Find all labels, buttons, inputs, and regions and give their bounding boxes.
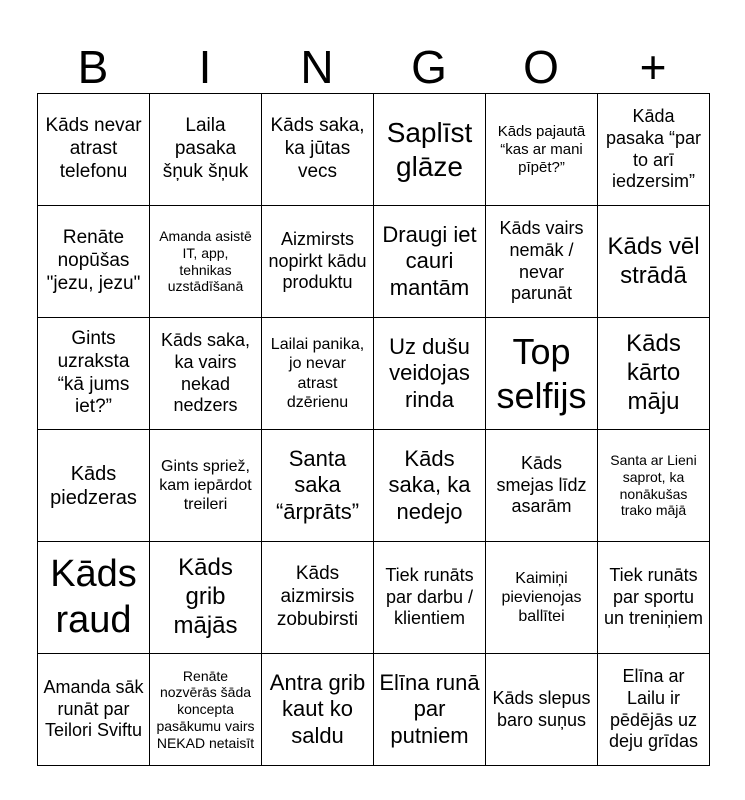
- bingo-cell[interactable]: [262, 206, 374, 318]
- bingo-cell[interactable]: [486, 542, 598, 654]
- cell-text: Kāds saka, ka vairs nekad nedzers: [160, 330, 251, 416]
- bingo-cell[interactable]: [262, 94, 374, 206]
- cell-text: Kāds vairs nemāk / nevar parunāt: [499, 218, 584, 304]
- bingo-cell[interactable]: [38, 542, 150, 654]
- bingo-cell[interactable]: [486, 94, 598, 206]
- bingo-cell[interactable]: [150, 542, 262, 654]
- bingo-cell[interactable]: [150, 654, 262, 766]
- bingo-cell[interactable]: [374, 542, 486, 654]
- bingo-cell[interactable]: [598, 542, 710, 654]
- cell-text: Kāds kārto māju: [626, 330, 681, 415]
- bingo-cell[interactable]: [486, 318, 598, 430]
- bingo-cell[interactable]: [374, 430, 486, 542]
- cell-text: Kāds smejas līdz asarām: [496, 453, 587, 517]
- cell-text: Antra grib kaut ko saldu: [269, 669, 366, 748]
- bingo-row: [38, 430, 710, 542]
- cell-text: Gints uzraksta “kā jums iet?”: [57, 327, 130, 418]
- header-letter-b: B: [77, 41, 109, 93]
- bingo-row: [38, 94, 710, 206]
- cell-text: Uz dušu veidojas rinda: [389, 333, 470, 412]
- header-letter-plus: +: [639, 41, 667, 93]
- cell-text: Draugi iet cauri mantām: [382, 221, 477, 300]
- bingo-cell[interactable]: [486, 654, 598, 766]
- bingo-cell[interactable]: [486, 206, 598, 318]
- cell-text: Kāds saka, ka nedejo: [388, 445, 471, 524]
- cell-text: Santa ar Lieni saprot, ka nonākušas trako mājā: [610, 451, 697, 519]
- cell-text: Santa saka “ārprāts”: [275, 445, 360, 524]
- bingo-row: [38, 654, 710, 766]
- cell-text: Aizmirsts nopirkt kādu produktu: [268, 229, 367, 293]
- bingo-cell[interactable]: [374, 94, 486, 206]
- cell-text: Elīna ar Lailu ir pēdējās uz deju grīdas: [608, 666, 699, 752]
- header-letter-g: G: [411, 41, 447, 93]
- cell-text: Gints spriež, kam iepārdot treileri: [159, 457, 252, 514]
- cell-text: Amanda sāk runāt par Teilori Sviftu: [43, 677, 144, 741]
- bingo-cell[interactable]: [262, 654, 374, 766]
- bingo-cell[interactable]: [374, 318, 486, 430]
- cell-text: Kāds aizmirsis zobubirsti: [276, 563, 359, 630]
- bingo-cell[interactable]: [262, 318, 374, 430]
- cell-text: Tiek runāts par darbu / klientiem: [385, 565, 474, 629]
- cell-text: Renāte nozvērās šāda koncepta pasākumu vairs NEKAD netaisīt: [156, 667, 255, 751]
- cell-text: Lailai panika, jo nevar atrast dzērienu: [270, 336, 365, 411]
- bingo-cell[interactable]: [38, 654, 150, 766]
- cell-text: Kāda pasaka “par to arī iedzersim”: [605, 106, 702, 192]
- cell-text: Tiek runāts par sportu un treniņiem: [603, 565, 704, 629]
- bingo-cell[interactable]: [38, 430, 150, 542]
- bingo-row: [38, 318, 710, 430]
- cell-text: Kāds saka, ka jūtas vecs: [270, 115, 365, 182]
- bingo-cell[interactable]: [150, 206, 262, 318]
- cell-text: Kaimiņi pievienojas ballītei: [501, 569, 582, 626]
- header-letter-i: I: [198, 41, 212, 93]
- bingo-cell[interactable]: [486, 430, 598, 542]
- cell-text: Kāds grib mājās: [173, 554, 238, 639]
- cell-text: Kāds raud: [50, 552, 137, 641]
- header-letter-n: N: [300, 41, 334, 93]
- bingo-cell[interactable]: [38, 318, 150, 430]
- bingo-cell[interactable]: [374, 654, 486, 766]
- cell-text: Kāds nevar atrast telefonu: [45, 115, 142, 182]
- cell-text: Kāds piedzeras: [50, 462, 137, 509]
- bingo-cell[interactable]: [150, 430, 262, 542]
- bingo-cell[interactable]: [150, 318, 262, 430]
- bingo-cell[interactable]: [150, 94, 262, 206]
- cell-text: Renāte nopūšas "jezu, jezu": [46, 227, 141, 294]
- bingo-row: [38, 206, 710, 318]
- bingo-cell[interactable]: [598, 318, 710, 430]
- bingo-cell[interactable]: [598, 654, 710, 766]
- bingo-cell[interactable]: [598, 206, 710, 318]
- bingo-cell[interactable]: [38, 94, 150, 206]
- cell-text: Kāds slepus baro suņus: [492, 687, 591, 730]
- cell-text: Amanda asistē IT, app, tehnikas uzstādīšanā: [159, 227, 252, 295]
- cell-text: Elīna runā par putniem: [379, 669, 480, 748]
- bingo-cell[interactable]: [262, 430, 374, 542]
- bingo-cell[interactable]: [262, 542, 374, 654]
- header-letter-o: O: [523, 41, 559, 93]
- cell-text: Saplīst glāze: [386, 116, 473, 182]
- bingo-cell[interactable]: [374, 206, 486, 318]
- cell-text: Laila pasaka šņuk šņuk: [162, 115, 249, 182]
- cell-text: Kāds vēl strādā: [607, 232, 700, 289]
- cell-text: Top selfijs: [496, 331, 587, 416]
- bingo-header: [37, 40, 709, 94]
- bingo-cell[interactable]: [598, 430, 710, 542]
- bingo-grid: [37, 93, 710, 766]
- bingo-cell[interactable]: [38, 206, 150, 318]
- cell-text: Kāds pajautā “kas ar mani pīpēt?”: [497, 122, 586, 176]
- bingo-cell[interactable]: [598, 94, 710, 206]
- bingo-row: [38, 542, 710, 654]
